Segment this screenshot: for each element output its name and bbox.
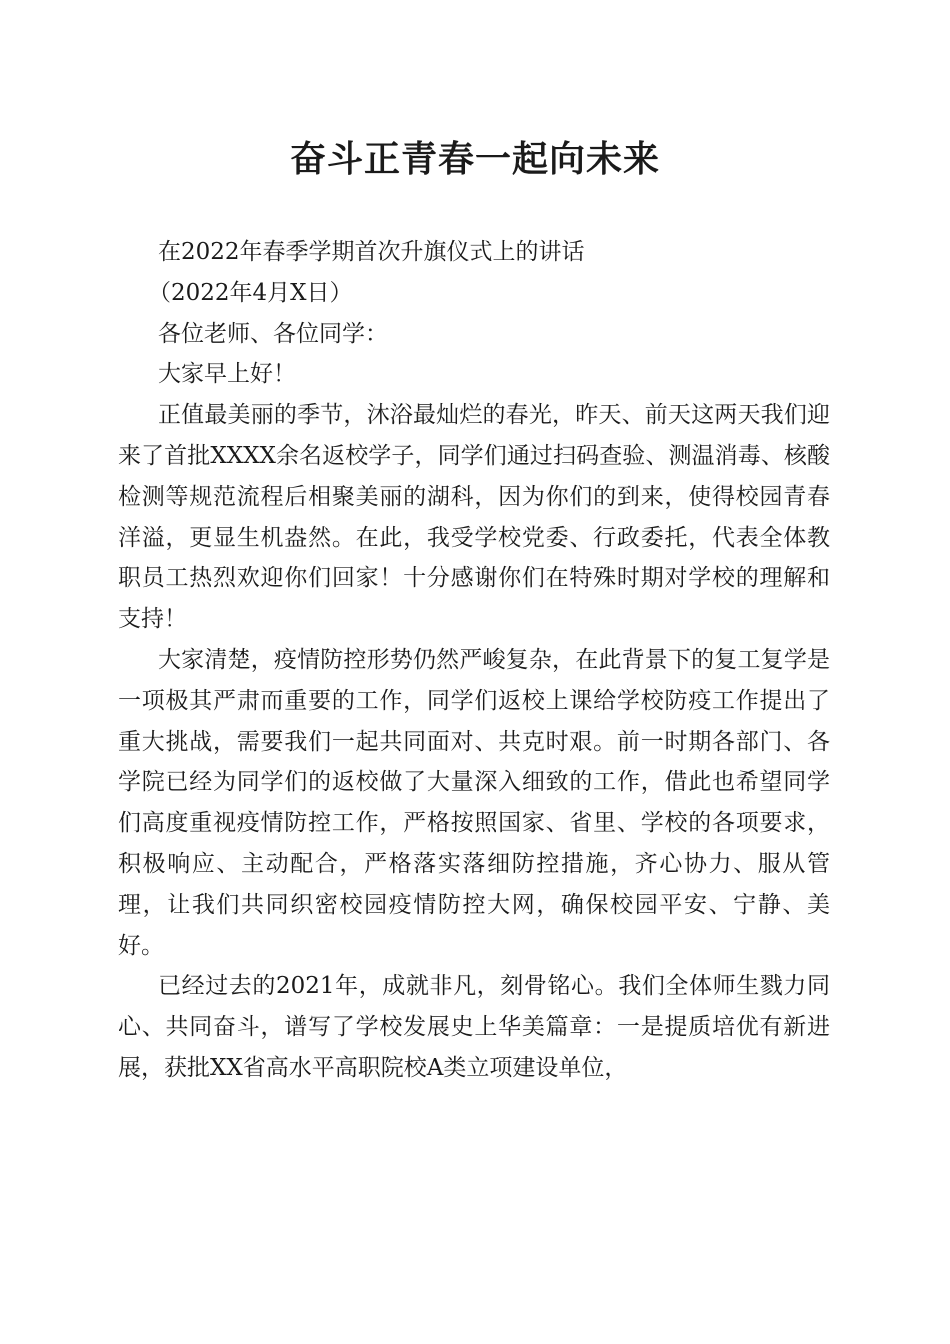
document-title: 奋斗正青春一起向未来: [289, 138, 660, 180]
paragraph-2: 大家清楚，疫情防控形势仍然严峻复杂，在此背景下的复工复学是一项极其严肃而重要的工作，同学们返校上课给学校防疫工作提出了重大挑战，需要我们一起共同面对、共克时艰。前一时期各部门、各学院已经为同学们的返校做了大量深入细致的工作，借此也希望同学们高度重视疫情防控工作，严格按照国家、省里、学校的各项要求，积极响应、主动配合，严格落实落细防控措施，齐心协力、服从管理，让我们共同织密校园疫情防控大网，确保校园平安、宁静、美好。: [118, 646, 830, 959]
salutation: 各位老师、各位同学：: [158, 320, 388, 347]
paragraph-3: 已经过去的2021年，成就非凡，刻骨铭心。我们全体师生戮力同心、共同奋斗，谱写了学校发展史上华美篇章：一是提质培优有新进展，获批XX省高水平高职院校A类立项建设单位，: [118, 973, 830, 1081]
greeting: 大家早上好！: [158, 361, 296, 388]
document-body: [118, 232, 830, 1089]
speech-subtitle: 在2022年春季学期首次升旗仪式上的讲话: [158, 239, 585, 265]
speech-date: （2022年4月X日）: [148, 279, 353, 306]
paragraph-1: 正值最美丽的季节，沐浴最灿烂的春光，昨天、前天这两天我们迎来了首批XXXX余名返校学子，同学们通过扫码查验、测温消毒、核酸检测等规范流程后相聚美丽的湖科，因为你们的到来，使得校园青春洋溢，更显生机盎然。在此，我受学校党委、行政委托，代表全体教职员工热烈欢迎你们回家！十分感谢你们在特殊时期对学校的理解和支持！: [118, 402, 830, 633]
